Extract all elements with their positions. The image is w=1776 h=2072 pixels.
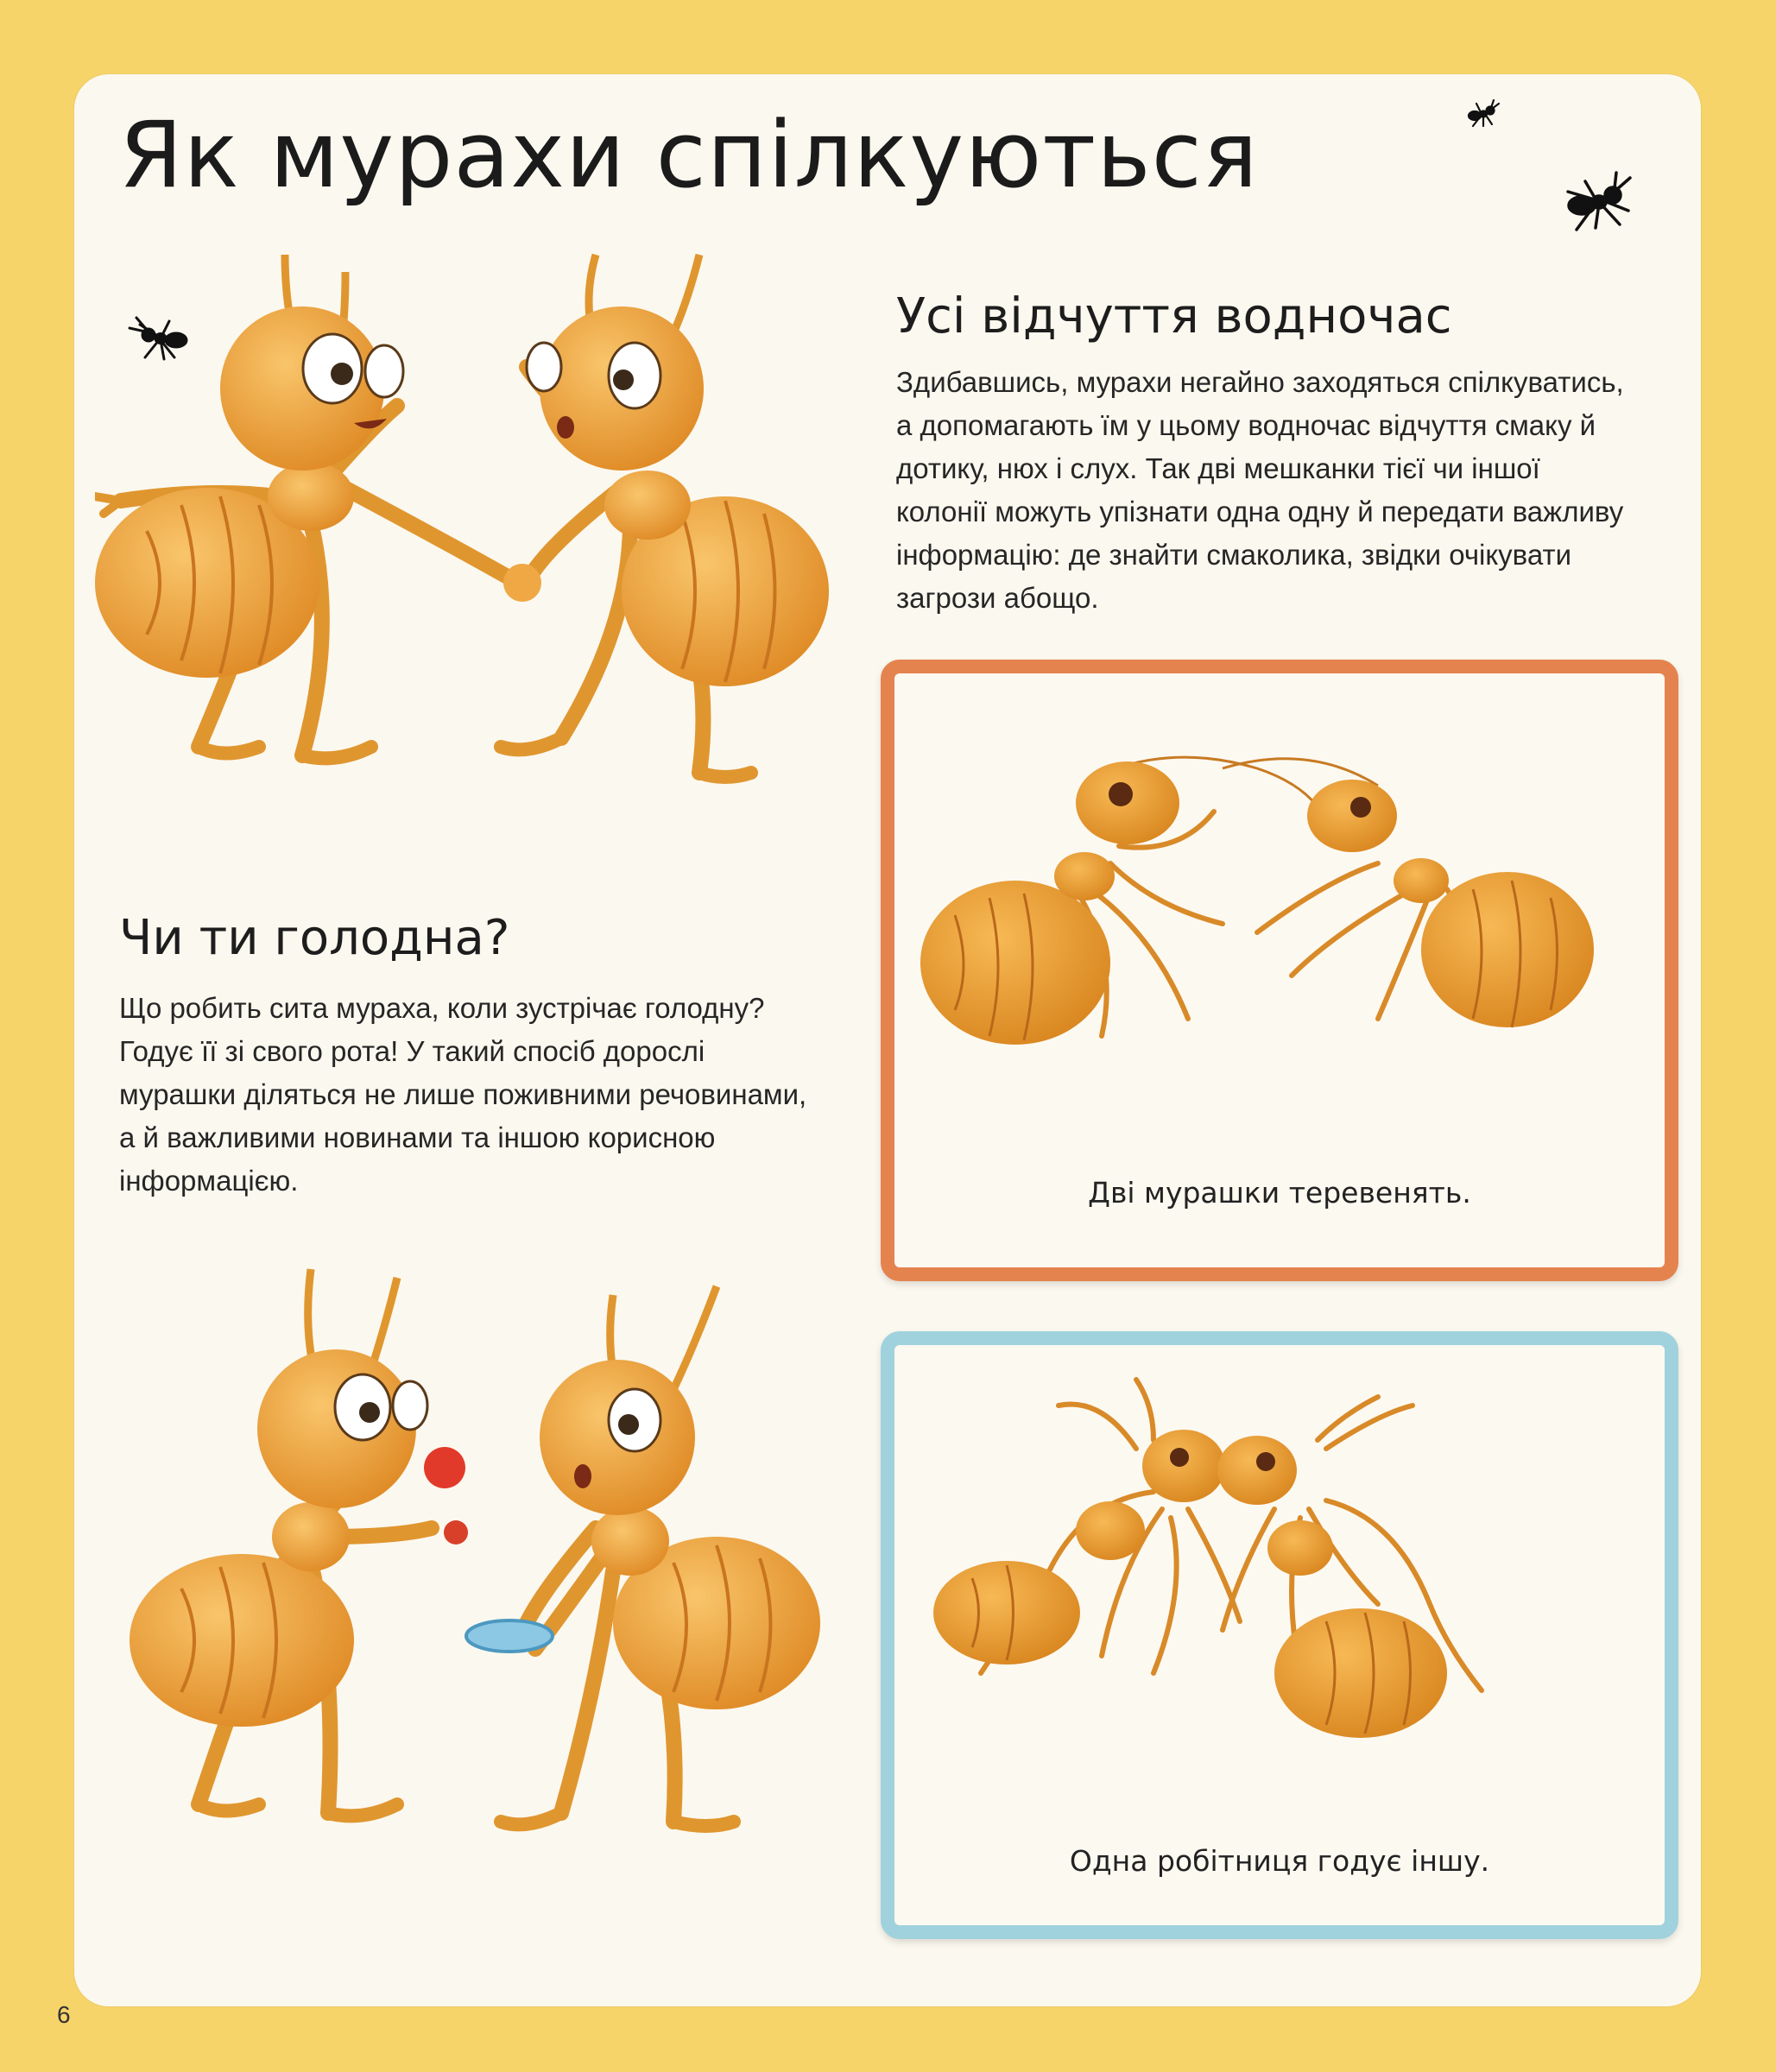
feeding-realistic-ants: [894, 1345, 1665, 1925]
feeding-ant-left: [130, 1269, 468, 1816]
right-cartoon-ant: [501, 255, 829, 777]
section-senses-paragraph: Здибавшись, мурахи негайно заходяться спілкуватись, а допомагають їм у цьому водночас відчуття смаку й дотику, нюх і слух. Так дві мешканки тієї чи іншої колонії можуть упізнати одна одну й передати важливу інформацію: де знайти смаколика, звідки очікувати загрози абощо.: [896, 366, 1624, 614]
section-hungry-paragraph: Що робить сита мураха, коли зустрічає голодну? Годує її зі свого рота! У такий спосіб дорослі мурашки діляться не лише поживними речовинами, а й важливими новинами та іншою корисною інформацією.: [119, 992, 807, 1197]
photo-caption-chatting: Дві мурашки теревенять.: [1088, 1176, 1471, 1210]
small-ant-icon: [1464, 97, 1502, 131]
section-hungry-heading: Чи ти голодна?: [119, 910, 510, 966]
chatting-ants-illustration: [95, 220, 855, 816]
feeding-ant-right: [466, 1286, 820, 1826]
section-senses-heading: Усі відчуття водночас: [896, 288, 1452, 344]
page-number: 6: [57, 2001, 71, 2028]
photo-caption-feeding: Одна робітниця годує іншу.: [1069, 1844, 1490, 1878]
feeding-ants-illustration: [112, 1243, 872, 1865]
photo-frame-chatting: [881, 660, 1678, 1281]
large-ant-icon: [1559, 166, 1637, 238]
left-cartoon-ant: [95, 255, 518, 758]
photo-frame-feeding: [881, 1331, 1678, 1939]
page-title: Як мурахи спілкуються: [119, 102, 1259, 208]
